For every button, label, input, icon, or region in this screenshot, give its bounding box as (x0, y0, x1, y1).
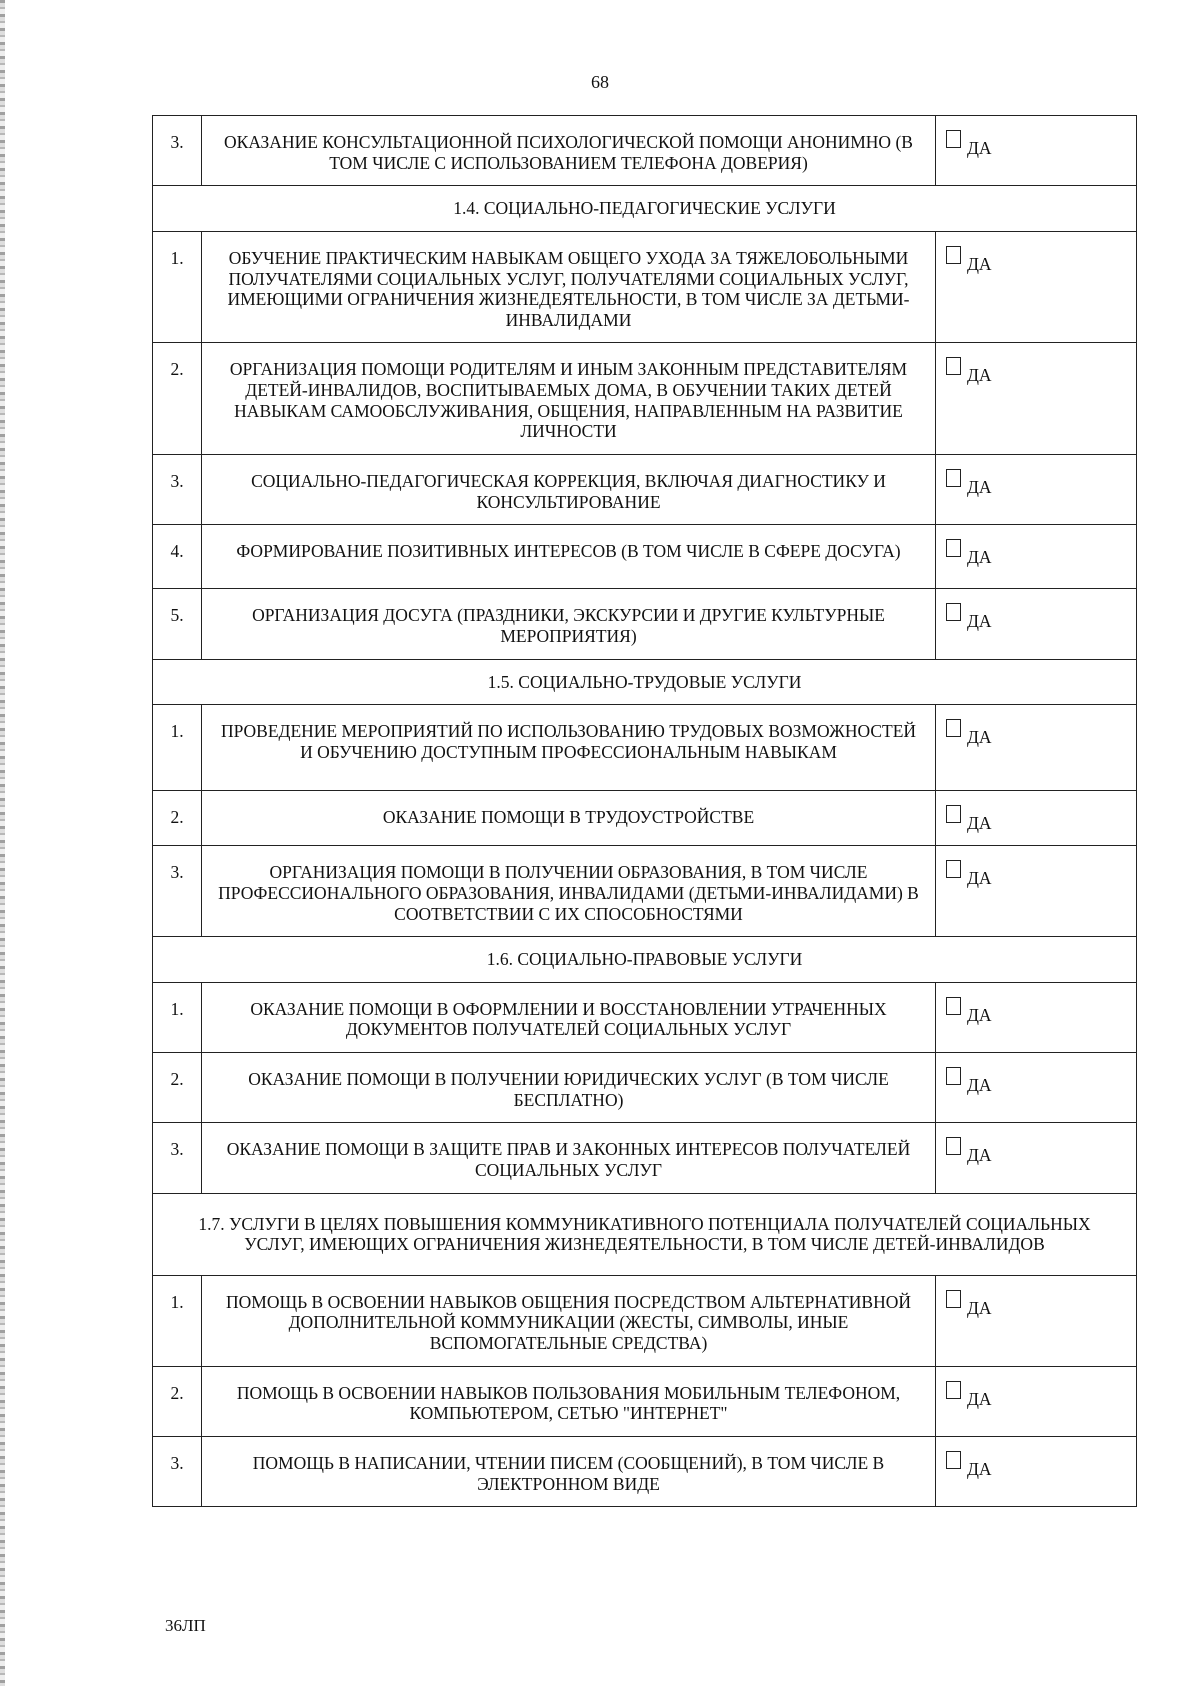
scan-edge-artifact (0, 0, 5, 1686)
yes-checkbox[interactable] (946, 603, 961, 621)
checkbox-cell (936, 455, 1137, 525)
table-row (153, 1123, 1137, 1193)
section-header-text: 1.5. СОЦИАЛЬНО-ТРУДОВЫЕ УСЛУГИ (153, 659, 1137, 705)
table-row (153, 705, 1137, 791)
row-number: 2. (153, 343, 202, 455)
checkbox-cell (936, 116, 1137, 186)
yes-checkbox[interactable] (946, 1290, 961, 1308)
table-row (153, 1053, 1137, 1123)
checkbox-label: ДА (967, 138, 992, 158)
checkbox-cell (936, 1123, 1137, 1193)
table-row (153, 455, 1137, 525)
row-number: 5. (153, 589, 202, 659)
table-row (153, 589, 1137, 659)
checkbox-label: ДА (967, 1075, 992, 1096)
service-description: ОКАЗАНИЕ ПОМОЩИ В ЗАЩИТЕ ПРАВ И ЗАКОННЫХ ИНТЕРЕСОВ ПОЛУЧАТЕЛЕЙ СОЦИАЛЬНЫХ УСЛУГ (202, 1123, 936, 1193)
checkbox-label: ДА (967, 1297, 992, 1318)
checkbox-cell (936, 589, 1137, 659)
checkbox-cell (936, 231, 1137, 343)
yes-checkbox[interactable] (946, 246, 961, 264)
row-number: 1. (153, 231, 202, 343)
checkbox-cell (936, 343, 1137, 455)
table-row (153, 231, 1137, 343)
yes-checkbox[interactable] (946, 719, 961, 737)
footer-code: 36ЛП (165, 1616, 206, 1635)
service-description: ОКАЗАНИЕ ПОМОЩИ В ОФОРМЛЕНИИ И ВОССТАНОВЛЕНИИ УТРАЧЕННЫХ ДОКУМЕНТОВ ПОЛУЧАТЕЛЕЙ СОЦИАЛЬНЫХ УСЛУГ (202, 982, 936, 1052)
yes-checkbox[interactable] (946, 997, 961, 1015)
checkbox-cell (936, 791, 1137, 846)
checkbox-cell (936, 982, 1137, 1052)
service-description: ОКАЗАНИЕ КОНСУЛЬТАЦИОННОЙ ПСИХОЛОГИЧЕСКОЙ ПОМОЩИ АНОНИМНО (В ТОМ ЧИСЛЕ С ИСПОЛЬЗОВАНИЕМ ТЕЛЕФОНА ДОВЕРИЯ) (202, 116, 936, 186)
row-number: 2. (153, 791, 202, 846)
service-description: ФОРМИРОВАНИЕ ПОЗИТИВНЫХ ИНТЕРЕСОВ (В ТОМ ЧИСЛЕ В СФЕРЕ ДОСУГА) (202, 525, 936, 589)
section-header-row (153, 659, 1137, 705)
table-row (153, 116, 1137, 186)
row-number: 3. (153, 1436, 202, 1506)
services-table-body (153, 116, 1137, 1507)
service-description: СОЦИАЛЬНО-ПЕДАГОГИЧЕСКАЯ КОРРЕКЦИЯ, ВКЛЮЧАЯ ДИАГНОСТИКУ И КОНСУЛЬТИРОВАНИЕ (202, 455, 936, 525)
row-number: 2. (153, 1366, 202, 1436)
checkbox-label: ДА (967, 727, 992, 748)
checkbox-label: ДА (967, 1458, 992, 1479)
yes-checkbox[interactable] (946, 357, 961, 375)
checkbox-label: ДА (967, 253, 992, 274)
row-number: 3. (153, 116, 202, 186)
yes-checkbox[interactable] (946, 539, 961, 557)
yes-checkbox[interactable] (946, 860, 961, 878)
yes-checkbox[interactable] (946, 469, 961, 487)
service-description: ПОМОЩЬ В НАПИСАНИИ, ЧТЕНИИ ПИСЕМ (СООБЩЕНИЙ), В ТОМ ЧИСЛЕ В ЭЛЕКТРОННОМ ВИДЕ (202, 1436, 936, 1506)
yes-checkbox[interactable] (946, 805, 961, 823)
row-number: 4. (153, 525, 202, 589)
checkbox-label: ДА (967, 365, 992, 386)
page-number: 68 (591, 72, 609, 92)
service-description: ОБУЧЕНИЕ ПРАКТИЧЕСКИМ НАВЫКАМ ОБЩЕГО УХОДА ЗА ТЯЖЕЛОБОЛЬНЫМИ ПОЛУЧАТЕЛЯМИ СОЦИАЛЬНЫХ УСЛУГ, ПОЛУЧАТЕЛЯМИ СОЦИАЛЬНЫХ УСЛУГ, ИМЕЮЩИМИ ОГРАНИЧЕНИЯ ЖИЗНЕДЕЯТЕЛЬНОСТИ, В ТОМ ЧИСЛЕ ЗА ДЕТЬМИ-ИНВАЛИДАМИ (202, 231, 936, 343)
service-description: ПОМОЩЬ В ОСВОЕНИИ НАВЫКОВ ПОЛЬЗОВАНИЯ МОБИЛЬНЫМ ТЕЛЕФОНОМ, КОМПЬЮТЕРОМ, СЕТЬЮ "ИНТЕРНЕТ" (202, 1366, 936, 1436)
service-description: ОРГАНИЗАЦИЯ ДОСУГА (ПРАЗДНИКИ, ЭКСКУРСИИ И ДРУГИЕ КУЛЬТУРНЫЕ МЕРОПРИЯТИЯ) (202, 589, 936, 659)
service-description: ОКАЗАНИЕ ПОМОЩИ В ТРУДОУСТРОЙСТВЕ (202, 791, 936, 846)
service-description: ОРГАНИЗАЦИЯ ПОМОЩИ В ПОЛУЧЕНИИ ОБРАЗОВАНИЯ, В ТОМ ЧИСЛЕ ПРОФЕССИОНАЛЬНОГО ОБРАЗОВАНИЯ, ИНВАЛИДАМИ (ДЕТЬМИ-ИНВАЛИДАМИ) В СООТВЕТСТВИИ С ИХ СПОСОБНОСТЯМИ (202, 846, 936, 937)
checkbox-label: ДА (967, 868, 992, 889)
checkbox-label: ДА (967, 813, 992, 834)
table-row (153, 1436, 1137, 1506)
checkbox-cell (936, 705, 1137, 791)
row-number: 1. (153, 1275, 202, 1366)
service-description: ОКАЗАНИЕ ПОМОЩИ В ПОЛУЧЕНИИ ЮРИДИЧЕСКИХ УСЛУГ (В ТОМ ЧИСЛЕ БЕСПЛАТНО) (202, 1053, 936, 1123)
yes-checkbox[interactable] (946, 1067, 961, 1085)
yes-checkbox[interactable] (946, 1381, 961, 1399)
service-description: ПРОВЕДЕНИЕ МЕРОПРИЯТИЙ ПО ИСПОЛЬЗОВАНИЮ ТРУДОВЫХ ВОЗМОЖНОСТЕЙ И ОБУЧЕНИЮ ДОСТУПНЫМ ПРОФЕССИОНАЛЬНЫМ НАВЫКАМ (202, 705, 936, 791)
section-header-row (153, 186, 1137, 232)
section-header-row (153, 937, 1137, 983)
checkbox-label: ДА (967, 611, 992, 632)
section-header-text: 1.4. СОЦИАЛЬНО-ПЕДАГОГИЧЕСКИЕ УСЛУГИ (153, 186, 1137, 232)
row-number: 1. (153, 705, 202, 791)
checkbox-cell (936, 1275, 1137, 1366)
services-table (152, 115, 1137, 1507)
table-row (153, 982, 1137, 1052)
table-row (153, 846, 1137, 937)
yes-checkbox[interactable] (946, 130, 961, 148)
row-number: 3. (153, 846, 202, 937)
checkbox-cell (936, 1366, 1137, 1436)
table-row (153, 525, 1137, 589)
section-header-row (153, 1193, 1137, 1275)
section-header-text: 1.6. СОЦИАЛЬНО-ПРАВОВЫЕ УСЛУГИ (153, 937, 1137, 983)
checkbox-label: ДА (967, 1388, 992, 1409)
section-header-text: 1.7. УСЛУГИ В ЦЕЛЯХ ПОВЫШЕНИЯ КОММУНИКАТИВНОГО ПОТЕНЦИАЛА ПОЛУЧАТЕЛЕЙ СОЦИАЛЬНЫХ УСЛУГ, ИМЕЮЩИХ ОГРАНИЧЕНИЯ ЖИЗНЕДЕЯТЕЛЬНОСТИ, В ТОМ ЧИСЛЕ ДЕТЕЙ-ИНВАЛИДОВ (153, 1193, 1137, 1275)
checkbox-cell (936, 1436, 1137, 1506)
checkbox-cell (936, 1053, 1137, 1123)
row-number: 2. (153, 1053, 202, 1123)
checkbox-label: ДА (967, 477, 992, 498)
checkbox-label: ДА (967, 1145, 992, 1166)
service-description: ПОМОЩЬ В ОСВОЕНИИ НАВЫКОВ ОБЩЕНИЯ ПОСРЕДСТВОМ АЛЬТЕРНАТИВНОЙ ДОПОЛНИТЕЛЬНОЙ КОММУНИКАЦИИ (ЖЕСТЫ, СИМВОЛЫ, ИНЫЕ ВСПОМОГАТЕЛЬНЫЕ СРЕДСТВА) (202, 1275, 936, 1366)
table-row (153, 1275, 1137, 1366)
row-number: 1. (153, 982, 202, 1052)
checkbox-label: ДА (967, 1004, 992, 1025)
yes-checkbox[interactable] (946, 1137, 961, 1155)
table-row (153, 1366, 1137, 1436)
row-number: 3. (153, 1123, 202, 1193)
yes-checkbox[interactable] (946, 1451, 961, 1469)
checkbox-cell (936, 525, 1137, 589)
table-row (153, 791, 1137, 846)
row-number: 3. (153, 455, 202, 525)
checkbox-cell (936, 846, 1137, 937)
table-row (153, 343, 1137, 455)
service-description: ОРГАНИЗАЦИЯ ПОМОЩИ РОДИТЕЛЯМ И ИНЫМ ЗАКОННЫМ ПРЕДСТАВИТЕЛЯМ ДЕТЕЙ-ИНВАЛИДОВ, ВОСПИТЫВАЕМЫХ ДОМА, В ОБУЧЕНИИ ТАКИХ ДЕТЕЙ НАВЫКАМ САМООБСЛУЖИВАНИЯ, ОБЩЕНИЯ, НАПРАВЛЕННЫМ НА РАЗВИТИЕ ЛИЧНОСТИ (202, 343, 936, 455)
checkbox-label: ДА (967, 547, 992, 568)
